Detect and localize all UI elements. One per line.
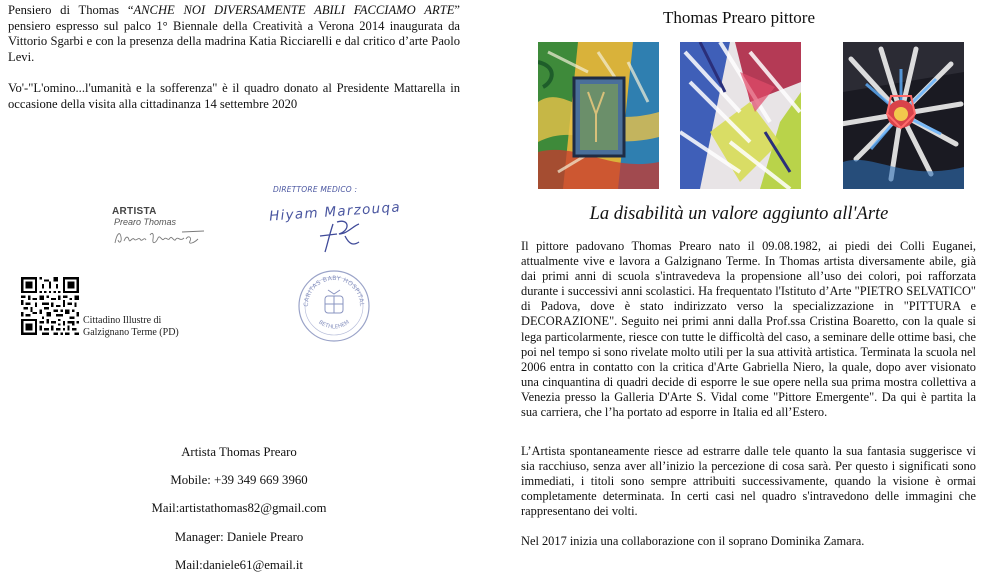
citizen-line-1: Cittadino Illustre di [83, 315, 162, 326]
bio-paragraph-1: Il pittore padovano Thomas Prearo nato il 09.08.1982, ai piedi dei Colli Euganei, attualmente vive e lavora a Galzignano Terme. In Thomas artista diversamente abile, già dai primi anni di scuola s'intravedeva la propensione all’uso dei colori, poi rafforzata durante i successivi anni scolastici. Ha frequentato l'Istituto d’Arte "PIETRO SELVATICO" di Padova, dove è stato indirizzato verso la specializzazione in "PITTURA e DECORAZIONE". Seguito nei primi anni dalla Prof.ssa Cristina Boaretto, con la quale si lega particolarmente, riesce con tutte le difficoltà del caso, a seminare delle ottime basi, che poi nel tempo si sono rivelate molto utili per la sua attività artistica. Terminata la scuola nel 2006 entra in contatto con la critica d'Arte Gabriella Niero, la quale, dopo aver visionato una cinquantina di quadri decide di esporre le sue opere nella sua prima mostra collettiva a Venezia presso la Galleria D'Arte S. Vidal come "Pittore Emergente". Da qui è partita la sua carriera, che l’ha portato ad esporre in Italia ed all’Estero. [521, 239, 976, 420]
bio-paragraph-3: Nel 2017 inizia una collaborazione con il soprano Dominika Zamara. [521, 534, 865, 548]
bio-paragraph-2: L’Artista spontaneamente riesce ad estrarre dalle tele quanto la sua fantasia suggerisce vi sia racchiuso, senza aver all’inizio la percezione di cosa sarà. Per questo i significati sono immediati, i titoli sono sempre attribuiti successivamente, quando la visione è ormai completamente determinata. In certi casi nel quadro s'intravedono delle immagini che rappresentano dei volti. [521, 444, 976, 519]
intro-prefix: Pensiero di Thomas “ [8, 3, 134, 17]
stamp-top-text: CARITAS BABY HOSPITAL [302, 274, 366, 307]
painting-2 [680, 42, 801, 189]
artist-name: Prearo Thomas [114, 217, 177, 227]
contact-mail-manager: Mail:daniele61@email.it [175, 557, 303, 572]
right-subtitle: La disabilità un valore aggiunto all'Arte [589, 204, 889, 224]
painting-1 [538, 42, 659, 189]
director-label: DIRETTORE MEDICO : [273, 185, 358, 194]
stamp-bottom-text: BETHLEHEM [317, 319, 351, 331]
citizen-caption [83, 315, 179, 340]
director-name: Hiyam Marzouqa [268, 199, 402, 225]
svg-text:BETHLEHEM [317, 319, 351, 330]
citizen-line-2: Galzignano Terme (PD) [83, 327, 179, 339]
intro-paragraph [8, 3, 460, 65]
artist-signature [112, 206, 222, 249]
artist-handwritten-signature [112, 227, 207, 249]
contact-mobile: Mobile: +39 349 669 3960 [170, 473, 308, 488]
director-scribble [315, 216, 375, 256]
hospital-stamp [296, 268, 372, 344]
left-page [0, 0, 478, 579]
contact-manager: Manager: Daniele Prearo [174, 529, 304, 544]
artist-label: ARTISTA [112, 206, 157, 217]
gift-paragraph: Vo'-"L'omino...l'umanità e la sofferenza" è il quadro donato al Presidente Mattarella in occasione della visita alla cittadinanza 14 settembre 2020 [8, 81, 460, 111]
right-title: Thomas Prearo pittore [662, 8, 815, 27]
intro-quote: ANCHE NOI DIVERSAMENTE ABILI FACCIAMO ARTE [133, 3, 455, 17]
contact-artist: Artista Thomas Prearo [181, 445, 297, 459]
qr-code [21, 277, 79, 335]
director-signature [265, 182, 425, 260]
painting-3 [843, 42, 964, 189]
contact-mail-artist: Mail:artistathomas82@gmail.com [151, 501, 327, 516]
intro-rest: ” pensiero espresso sul palco 1° Biennale della Creatività a Verona 2014 inaugurata da Vittorio Sgarbi e con la presenza della madrina Katia Ricciarelli e dal critico d’arte Paolo Levi. [8, 3, 460, 64]
contacts-block [0, 438, 478, 579]
